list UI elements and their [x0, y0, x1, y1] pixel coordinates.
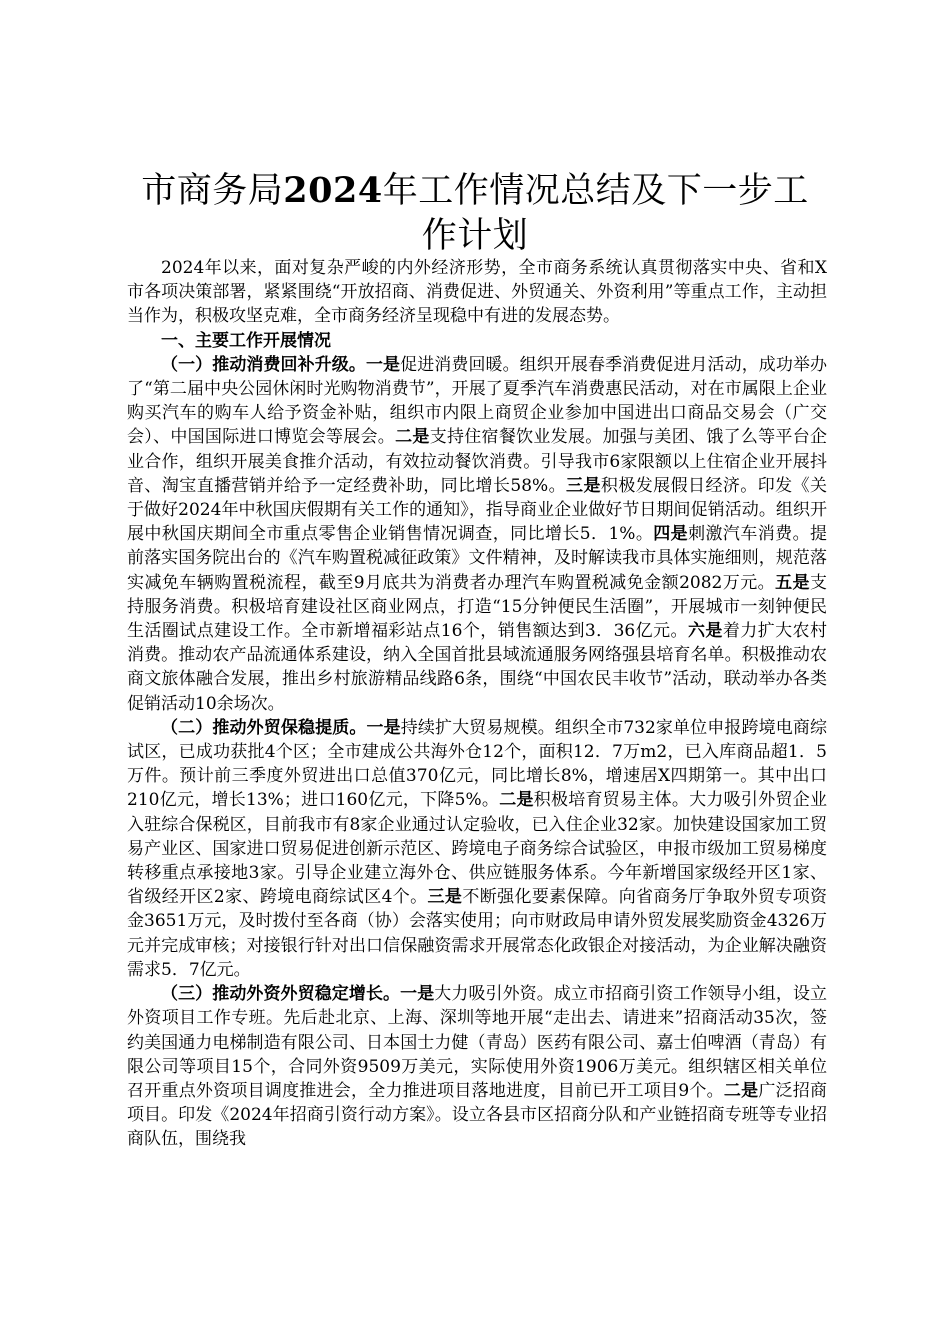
part1-marker-3: 三是 — [566, 475, 601, 496]
part3-heading: （三）推动外资外贸稳定增长。 — [161, 984, 401, 1005]
part1-paragraph — [127, 353, 827, 716]
part2-marker-3: 三是 — [427, 887, 463, 908]
part1-text-3: 积极发展假日经济。印发《关于做好2024年中秋国庆假期有关工作的通知》，指导商业企业做好节日期间促销活动。组织开展中秋国庆期间全市重点零售企业销售情况调查，同比增长5．1%。 — [127, 475, 828, 545]
part1-text-6: 着力扩大农村消费。推动农产品流通体系建设，纳入全国首批县域流通服务网络强县培育名单。积极推动农商文旅体融合发展，推出乡村旅游精品线路6条，围绕“中国农民丰收节”活动，联动举办各类促销活动10余场次。 — [127, 621, 827, 714]
document-body — [127, 256, 827, 1152]
intro-paragraph: 2024年以来，面对复杂严峻的内外经济形势，全市商务系统认真贯彻落实中央、省和X市各项决策部署，紧紧围绕“开放招商、消费促进、外贸通关、外资利用”等重点工作，主动担当作为，积极攻坚克难，全市商务经济呈现稳中有进的发展态势。 — [127, 258, 827, 327]
part1-heading: （一）推动消费回补升级。 — [161, 354, 366, 375]
part2-heading: （二）推动外贸保稳提质。 — [161, 717, 367, 738]
part1-text-1: 促进消费回暖。组织开展春季消费促进月活动，成功举办了“第二届中央公园休闲时光购物消费节”，开展了夏季汽车消费惠民活动，对在市属限上企业购买汽车的购车人给予资金补贴，组织市内限上商贸企业参加中国进出口商品交易会（广交会）、中国国际进口博览会等展会。 — [127, 354, 828, 448]
part3-text-2: 广泛招商项目。印发《2024年招商引资行动方案》。设立各县市区招商分队和产业链招商专班等专业招商队伍，围绕我 — [127, 1080, 828, 1150]
part3-marker-2: 二是 — [723, 1080, 759, 1101]
document-title — [130, 168, 820, 259]
part2-marker-2: 二是 — [499, 790, 534, 811]
part3-paragraph — [127, 982, 827, 1151]
title-suffix: 年工作情况总结及下一步工作计划 — [382, 171, 809, 256]
part1-marker-2: 二是 — [395, 427, 430, 448]
part1-marker-5: 五是 — [775, 572, 810, 593]
part1-text-4: 刺激汽车消费。提前落实国务院出台的《汽车购置税减征政策》文件精神，及时解读我市具体实施细则，规范落实减免车辆购置税流程，截至9月底共为消费者办理汽车购置税减免金额2082万元。 — [127, 524, 828, 593]
part1-text-5: 支持服务消费。积极培育建设社区商业网点，打造“15分钟便民生活圈”，开展城市一刻钟便民生活圈试点建设工作。全市新增福彩站点16个，销售额达到3．36亿元。 — [127, 572, 827, 642]
part1-marker-6: 六是 — [687, 621, 723, 642]
part2-text-1: 持续扩大贸易规模。组织全市732家单位申报跨境电商综试区，已成功获批4个区；全市建成公共海外仓12个，面积12．7万m2，已入库商品超1．5万件。预计前三季度外贸进出口总值370亿元，同比增长8%，增速居X四期第一。其中出口210亿元，增长13%；进口160亿元，下降5%。 — [127, 717, 828, 811]
title-year: 2024 — [283, 170, 383, 211]
part1-text-2: 支持住宿餐饮业发展。加强与美团、饿了么等平台企业合作，组织开展美食推介活动，有效拉动餐饮消费。引导我市6家限额以上住宿企业开展抖音、淘宝直播营销并给予一定经费补助，同比增长58%。 — [127, 427, 828, 496]
section-heading — [127, 329, 827, 353]
title-prefix: 市商务局 — [141, 171, 284, 211]
part3-text-1: 大力吸引外资。成立市招商引资工作领导小组，设立外资项目工作专班。先后赴北京、上海、深圳等地开展“走出去、请进来”招商活动35次，签约美国通力电梯制造有限公司、日本国士力健（青岛）医药有限公司、嘉士伯啤酒（青岛）有限公司等项目15个，合同外资9509万美元，实际使用外资1906万美元。组织辖区相关单位召开重点外资项目调度推进会，全力推进项目落地进度，目前已开工项目9个。 — [127, 984, 828, 1101]
section-heading-text: 一、主要工作开展情况 — [161, 330, 331, 351]
part2-paragraph — [127, 716, 827, 982]
part1-marker-1: 一是 — [365, 354, 401, 375]
part2-marker-1: 一是 — [366, 717, 401, 738]
part3-marker-1: 一是 — [400, 984, 435, 1005]
part2-text-2: 积极培育贸易主体。大力吸引外贸企业入驻综合保税区，目前我市有8家企业通过认定验收，已入住企业32家。加快建设国家加工贸易产业区、国家进口贸易促进创新示范区、跨境电子商务综合试验区，申报市级加工贸易梯度转移重点承接地3家。引导企业建立海外仓、供应链服务体系。今年新增国家级经开区1家、省级经开区2家、跨境电商综试区4个。 — [127, 790, 828, 908]
part2-text-3: 不断强化要素保障。向省商务厅争取外贸专项资金3651万元，及时拨付至各商（协）会落实使用；向市财政局申请外贸发展奖励资金4326万元并完成审核；对接银行针对出口信保融资需求开展常态化政银企对接活动，为企业解决融资需求5．7亿元。 — [127, 887, 828, 980]
part1-marker-4: 四是 — [653, 524, 689, 545]
